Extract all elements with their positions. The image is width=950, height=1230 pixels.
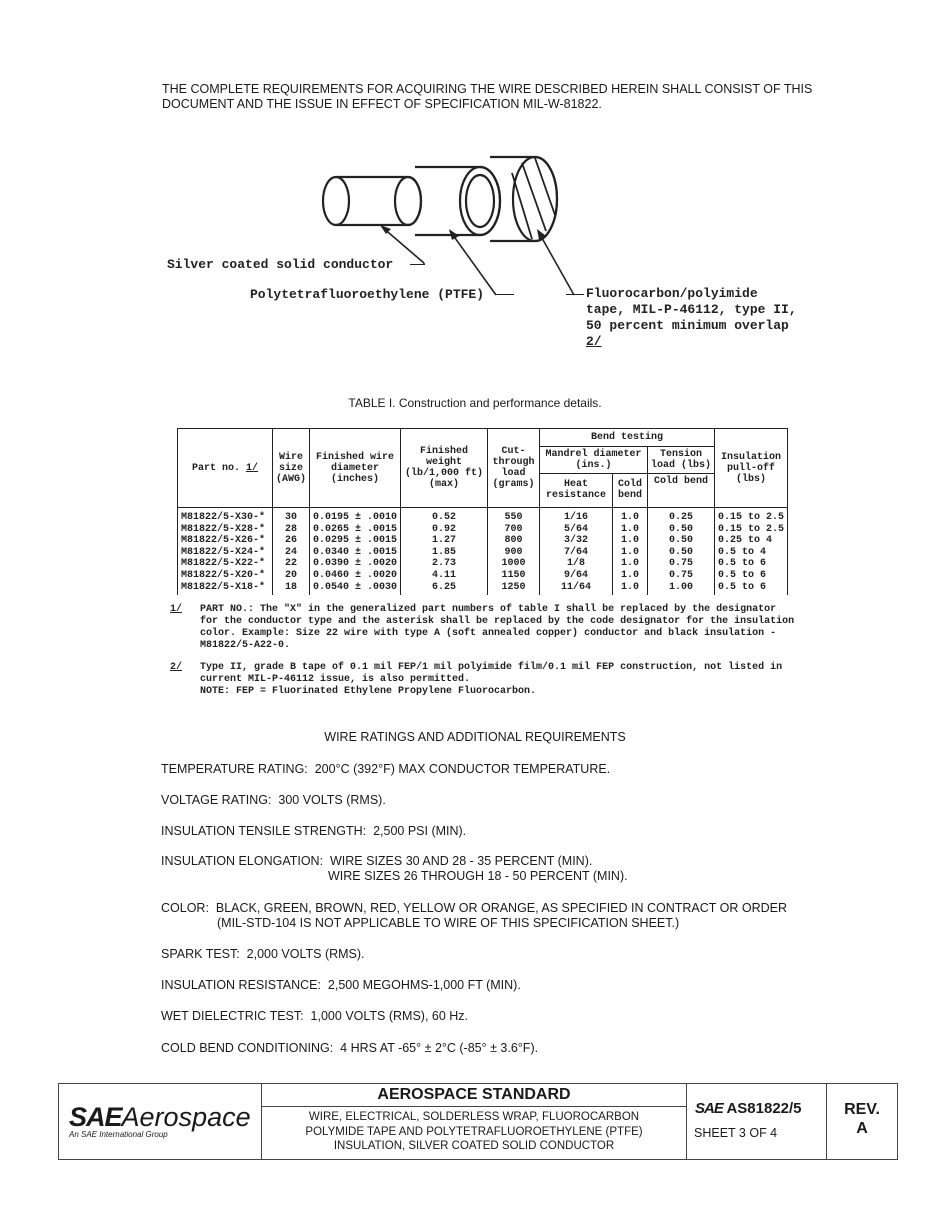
header-heat-resistance: Heat resistance xyxy=(540,473,613,507)
req-spark: SPARK TEST: 2,000 VOLTS (RMS). xyxy=(161,947,365,961)
header-tension-cold-bend: Cold bend xyxy=(648,473,715,507)
construction-table xyxy=(177,428,788,595)
rev-label: REV. xyxy=(844,1101,880,1118)
leader-ptfe xyxy=(450,231,496,295)
req-cold-bend: COLD BEND CONDITIONING: 4 HRS AT -65° ± 2°C (-85° ± 3.6°F). xyxy=(161,1041,539,1055)
requirements-title: WIRE RATINGS AND ADDITIONAL REQUIREMENTS xyxy=(324,730,626,744)
label-conductor: Silver coated solid conductor xyxy=(167,257,394,272)
col-heat: 1/16 5/64 3/32 7/64 1/8 9/64 11/64 xyxy=(540,508,613,596)
col-weight: 0.52 0.92 1.27 1.85 2.73 4.11 6.25 xyxy=(401,508,488,596)
intro-paragraph: THE COMPLETE REQUIREMENTS FOR ACQUIRING THE WIRE DESCRIBED HEREIN SHALL CONSIST OF THIS DOCUMENT AND THE ISSUE IN EFFECT OF SPECIFICATION MIL-W-81822. xyxy=(162,82,813,111)
rev-value: A xyxy=(856,1120,868,1137)
ptfe-inner-ring xyxy=(466,175,494,227)
note-2-number: 2/ xyxy=(170,662,183,673)
note-1-text: PART NO.: The "X" in the generalized part numbers of table I shall be replaced by the designator for the conductor type and the asterisk shall be replaced by the code designator for the insulation color. Example: Size 22 wire with type A (soft annealed copper) conductor and black insulation - M81822/5-A22-0. xyxy=(200,604,795,651)
col-cold: 1.0 1.0 1.0 1.0 1.0 1.0 1.0 xyxy=(613,508,648,596)
req-color-2: (MIL-STD-104 IS NOT APPLICABLE TO WIRE OF THIS SPECIFICATION SHEET.) xyxy=(217,916,680,930)
req-resistance: INSULATION RESISTANCE: 2,500 MEGOHMS-1,000 FT (MIN). xyxy=(161,978,521,992)
title-cell xyxy=(262,1084,687,1159)
table-caption: TABLE I. Construction and performance details. xyxy=(348,396,602,410)
req-elongation-2: WIRE SIZES 26 THROUGH 18 - 50 PERCENT (MIN). xyxy=(328,869,628,883)
header-wire-size: Wire size (AWG) xyxy=(273,429,310,508)
conductor-end xyxy=(323,177,349,225)
title-block xyxy=(58,1083,898,1160)
label-ptfe-dash xyxy=(496,294,514,295)
req-tensile: INSULATION TENSILE STRENGTH: 2,500 PSI (MIN). xyxy=(161,824,467,838)
header-weight: Finished weight (lb/1,000 ft) (max) xyxy=(401,429,488,508)
header-diameter: Finished wire diameter (inches) xyxy=(310,429,401,508)
header-part-no: Part no. 1/ xyxy=(178,429,273,508)
header-cut-through: Cut- through load (grams) xyxy=(488,429,540,508)
standard-description: WIRE, ELECTRICAL, SOLDERLESS WRAP, FLUOROCARBON POLYMIDE TAPE AND POLYTETRAFLUOROETHYLENE (PTFE) INSULATION, SILVER COATED SOLID CONDUCTOR xyxy=(305,1111,643,1152)
col-part: M81822/5-X30-* M81822/5-X28-* M81822/5-X26-* M81822/5-X24-* M81822/5-X22-* M81822/5-X20-* M81822/5-X18-* xyxy=(178,508,273,596)
conductor-cap xyxy=(395,177,421,225)
logo-subtitle: An SAE International Group xyxy=(69,1130,168,1139)
revision-cell xyxy=(827,1084,897,1159)
req-wet: WET DIELECTRIC TEST: 1,000 VOLTS (RMS), 60 Hz. xyxy=(161,1009,469,1023)
req-elongation-1: INSULATION ELONGATION: WIRE SIZES 30 AND 28 - 35 PERCENT (MIN). xyxy=(161,854,593,868)
note-1-number: 1/ xyxy=(170,604,183,615)
label-tape-line-3: 50 percent minimum overlap xyxy=(586,318,789,333)
label-tape-line-1: Fluorocarbon/polyimide xyxy=(586,286,758,301)
doc-number: SAE AS81822/5 xyxy=(695,1100,802,1117)
col-diameter: 0.0195 ± .0010 0.0265 ± .0015 0.0295 ± .0015 0.0340 ± .0015 0.0390 ± .0020 0.0460 ± .0020 0.0540 ± .0030 xyxy=(310,508,401,596)
header-tension: Tension load (lbs) xyxy=(648,446,715,473)
req-voltage: VOLTAGE RATING: 300 VOLTS (RMS). xyxy=(161,793,386,807)
col-pull: 0.15 to 2.5 0.15 to 2.5 0.25 to 4 0.5 to 4 0.5 to 6 0.5 to 6 0.5 to 6 xyxy=(715,508,788,596)
col-awg: 30 28 26 24 22 20 18 xyxy=(273,508,310,596)
leader-tape xyxy=(538,231,574,295)
logo-cell xyxy=(59,1084,262,1159)
label-tape-note-ref: 2/ xyxy=(586,334,602,349)
label-tape-dash xyxy=(566,294,584,295)
header-bend-testing: Bend testing xyxy=(540,429,715,447)
doc-number-cell xyxy=(687,1084,827,1159)
label-conductor-dash xyxy=(410,264,425,265)
req-color-1: COLOR: BLACK, GREEN, BROWN, RED, YELLOW OR ORANGE, AS SPECIFIED IN CONTRACT OR ORDER xyxy=(161,901,788,915)
label-tape-line-2: tape, MIL-P-46112, type II, xyxy=(586,302,797,317)
col-tension: 0.25 0.50 0.50 0.50 0.75 0.75 1.00 xyxy=(648,508,715,596)
header-mandrel: Mandrel diameter (ins.) xyxy=(540,446,648,473)
header-pull-off: Insulation pull-off (lbs) xyxy=(715,429,788,508)
req-temperature: TEMPERATURE RATING: 200°C (392°F) MAX CONDUCTOR TEMPERATURE. xyxy=(161,762,611,776)
label-ptfe: Polytetrafluoroethylene (PTFE) xyxy=(250,287,485,302)
note-2-fep: NOTE: FEP = Fluorinated Ethylene Propylene Fluorocarbon. xyxy=(200,686,537,697)
standard-title: AEROSPACE STANDARD xyxy=(262,1084,686,1107)
sheet-number: SHEET 3 OF 4 xyxy=(694,1126,778,1140)
table-row xyxy=(178,508,788,596)
header-cold-bend: Cold bend xyxy=(613,473,648,507)
sae-aerospace-logo: SAEAerospace xyxy=(69,1102,251,1132)
col-cut: 550 700 800 900 1000 1150 1250 xyxy=(488,508,540,596)
note-2-text: Type II, grade B tape of 0.1 mil FEP/1 mil polyimide film/0.1 mil FEP construction, not listed in current MIL-P-46112 issue, is also permitted. xyxy=(200,662,783,685)
